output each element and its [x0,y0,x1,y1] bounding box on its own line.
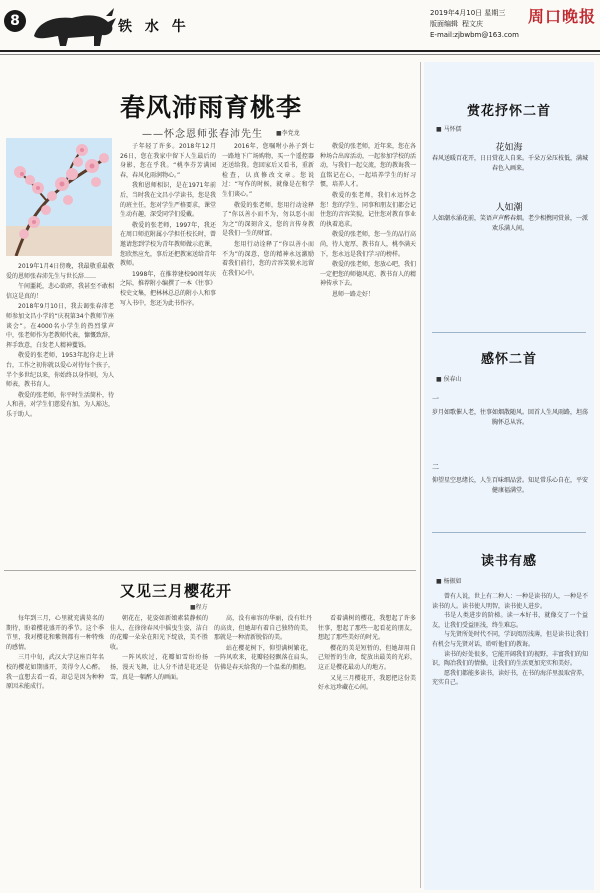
main-article-col-3 [222,142,314,567]
paragraph: 看着满树的樱花，我想起了许多往事，想起了那些一起看花的朋友，想起了那些美好的时光。 [318,615,416,642]
paragraph: 恩师一路走好！ [332,290,375,298]
sidebar-separator [432,332,586,333]
paragraph: 又见三月樱花开，我愿把这份美好永远珍藏在心间。 [318,674,416,692]
main-subtitle: ——怀念恩师张春沛先生 [142,129,263,140]
main-article-col-1 [6,262,114,567]
paragraph: 朝花在，花姿如新娘素装静候的佳人，在徐徐春风中摇曳生姿，洁白的花瓣一朵朵在阳光下绽放，美不胜收。 [110,615,208,651]
sidebar-author-2: ■ 侯春山 [436,374,462,383]
paragraph: 樱花的美是短暂的，但她却用自己短暂的生命，绽放出最美的光彩，这正是樱花最动人的地方。 [318,644,416,671]
second-article-col-1 [6,614,104,886]
second-byline: ■程方 [190,604,208,611]
paragraph: 高，没有雍容的华丽，没有牡丹的高贵，但她却有着自己独特的美，那就是一种清新脱俗的美。 [214,615,312,642]
header-info [430,8,523,41]
paragraph: 敬爱的张老师，1953年起你走上讲台，工作之初你就以爱心对待每个孩子，半个多世纪以来，你始终以身作则，为人师表，教书育人。 [6,352,114,389]
paragraph: 敬爱的张老师，1997年，我还在周口师范附属小学担任校长时，曾邀请您到学校为青年教师做示范课，您欣然应允，事后还把教案送给青年教师。 [120,221,216,268]
second-headline: 又见三月樱花开 [120,582,233,600]
poetry-sidebar [424,62,594,890]
paragraph: 子年轻了许多。2018年12月26日，您在我家中留下人生最后的身影，您在乎我。“桃李芬芳满园春，春风化雨润物心。” [120,143,216,179]
sidebar-title-2: 感怀二首 [480,352,537,367]
paragraph: 敬爱的张老师，近年来，您在各种场合出席活动，一起参加学校的活动，与我们一起交流，您的教诲我一直铭记在心，一起培养学生的好习惯，培养人才。 [320,143,416,189]
paragraph: 敬爱的张老师，你平时生活简朴，待人和善，对学生们慈爱有加，为人豁达，乐于助人。 [6,391,114,418]
paragraph: 一阵风吹过，花瓣如雪纷纷扬扬，漫天飞舞，让人分不清是花还是雪，真是一幅醉人的画面。 [110,654,208,681]
main-article-col-4 [320,142,416,567]
main-headline: 春风沛雨育桃李 [120,93,303,122]
sidebar-author-1: ■ 马怀儒 [436,124,462,133]
sidebar-separator [432,532,586,533]
sidebar-essay [432,592,588,884]
paragraph: 敬爱的张老师，您一生的品行高尚，待人宽厚，教书育人，桃李满天下，您永远是我们学习的榜样。 [320,231,416,258]
second-article-col-3 [214,614,312,886]
page-number: 8 [4,10,26,32]
issue-date: 2019年4月10日 星期三 [430,9,506,17]
sidebar-title-1: 赏花抒怀二首 [466,104,551,119]
peach-blossom-photo [6,138,112,256]
paragraph: 您用行动诠释了“你以善小而不为”的深意，您的精神永远激励着我们前行，您的音容笑貌永远留在我们心中。 [222,240,314,277]
paragraph: 三月中旬，武汉大学这座百年名校的樱花如期盛开，美得令人心醉。我一直想去看一看，却总是因为种种原因未能成行。 [6,654,104,691]
paragraph: 2019年1月4日傍晚，我最敬重最敬爱的恩师张春沛先生与世长辞…… [6,263,114,280]
paragraph: 敬爱的张老师，您用行动诠释了“你以善小而不为，勿以恶小而为之”的深刻含义，您的言传身教是我们一生的财富。 [222,201,314,238]
sidebar-title-3: 读书有感 [480,554,537,569]
second-article-col-2 [110,614,208,886]
page-header [0,0,600,62]
sidebar-divider [420,62,421,888]
paragraph: 站在樱花树下，仰望满树繁花，一阵风吹来，花瓣轻轻飘落在肩头，仿佛是春天给我的一个温柔的拥抱。 [214,644,312,671]
paragraph: 与先贤所处时代不同，学识阅历浅薄，但是读书让我们有机会与先贤对话，聆听他们的教诲。 [432,631,588,648]
paragraph: 书是人类进步的阶梯。读一本好书，就像交了一个益友，让我们受益匪浅，终生难忘。 [432,612,588,629]
article-divider [4,570,416,571]
newspaper-logo: 周口晚报 [528,7,597,26]
paragraph: 敬爱的张老师，您放心吧，我们一定把您的师德风范、教书育人的精神传承下去。 [320,261,416,288]
paragraph: 敬爱的张老师，我们永远怀念您！您的学生、同事和朋友们都会记住您的音容笑貌，记住您对教育事业的执着追求。 [320,191,416,228]
paragraph: 愿我们都能多读书，读好书，在书的海洋里汲取营养，充实自己。 [432,669,588,687]
header-divider [0,50,600,52]
paragraph: 1998年，在推荐建校90周年庆之际，推荐附小编撰了一本《往事》校史文集，把林林总总的附小人和事写入书中，您还为此书作序。 [120,270,216,307]
poem-title: 花如海 [495,143,523,153]
paragraph: 2018年9月10日，我去谒张春沛老师参加文昌小学的“庆祝第34个教师节座谈会”。在4000名小学生的热烈掌声中，张老师作为老教师代表，慷慨致辞，挥手致意，白发老人精神矍铄。 [6,303,114,349]
poem-text: 人如潮水涌花前，笑语声声醉春烟。老少相携同赏景，一派欢乐满人间。 [432,215,589,232]
paragraph: 2016年，您嘱咐小孙子到七一路地下广场购物，买一个遥控器还送给我。您回家后又看书，重新检查，认真修改文章。您说过：“写作的时候，就像是在和学生们谈心。” [222,143,314,198]
editor-name: 程文庆 [462,20,483,28]
poem-number: 二 [432,463,439,471]
poem-title: 人如潮 [495,203,523,213]
header-divider-thin [0,54,600,55]
poem-text: 岁月如歌催人老，往事如烟散随风。回首人生风雨路，坦荡胸怀总从容。 [432,409,589,426]
paragraph: 每年到三月，心里就充满莫名的期待，盼着樱花盛开的季节。这个季节里，我对樱花和紫荆都有一种特殊的感情。 [6,615,104,651]
main-byline: ■李党龙 [276,130,300,137]
main-article-col-2 [120,142,216,567]
poem-number: 一 [432,395,439,403]
sidebar-author-3: ■ 杨振如 [436,576,462,585]
column-name: 铁 水 牛 [118,19,190,35]
bull-icon [28,2,120,50]
paragraph: 午间噩耗，悲心欲碎，我甚至不敢相信这是真的！ [6,283,114,300]
second-article-col-4 [318,614,416,886]
paragraph: 我和恩师相识，是在1971年前后，当时我在文昌小学读书，您是我的班主任，您对学生严格要求，课堂生动有趣，深受同学们爱戴。 [120,182,216,219]
editor-email: E-mail:zjbwbm@163.com [430,31,519,39]
paragraph: 曾有人说，世上有二种人：一种是读书的人，一种是不读书的人。读书使人明智，读书使人进步。 [432,593,588,610]
poem-text: 仰望星空思绪长，人生百味细品尝。知足常乐心自在，平安健康福满堂。 [432,477,589,494]
poem-text: 春风送暖百花开，日日赏花人自来。千朵万朵压枝低，满城春色入画来。 [432,155,589,172]
paragraph: 读书的好处很多，它能开阔我们的视野，丰富我们的知识，陶冶我们的情操，让我们的生活更加充实和美好。 [432,650,588,668]
editor-label: 版面编辑 [430,20,458,28]
